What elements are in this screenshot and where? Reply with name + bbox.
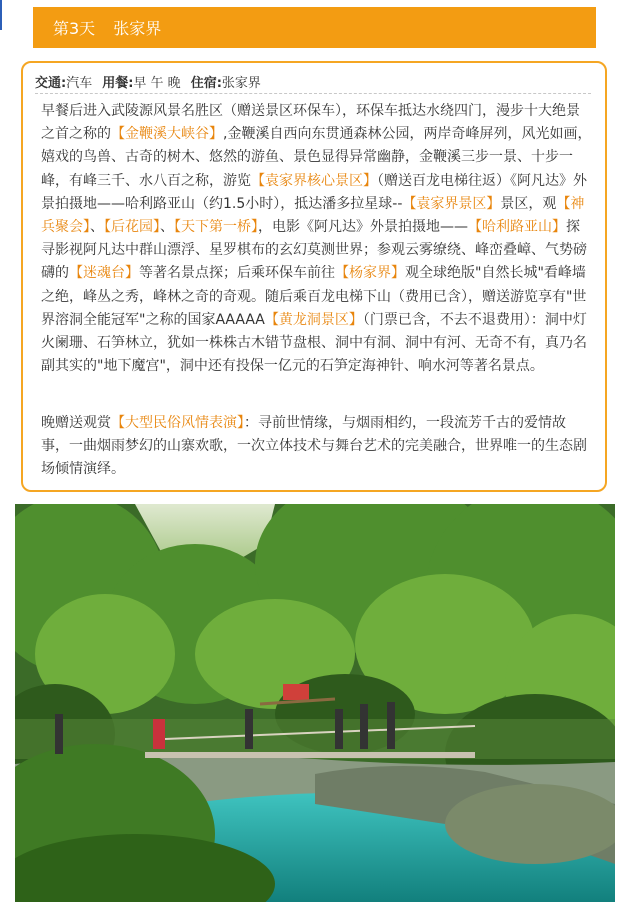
left-edge-stripe (0, 0, 2, 30)
description-text: 探寻影视阿凡达中群山漂浮、星罗棋布的玄幻莫测世界；参观云雾缭绕、峰峦叠嶂、气势磅礴的 (41, 219, 587, 282)
meals-label: 用餐: (102, 75, 134, 91)
day-description-paragraph (41, 100, 593, 378)
day-header (33, 7, 596, 48)
attraction-highlight: 【天下第一桥】 (174, 219, 258, 236)
attraction-highlight: 【袁家界核心景区】 (251, 172, 377, 189)
description-text: 观全球绝版"自然长城"看峰墙之绝，峰丛之秀，峰林之奇的奇观。随后乘百龙电梯下山（费用已含），赠送游览享有"世界溶洞全能冠军"之称的国家AAAAA (41, 265, 587, 328)
description-text: ，电影《阿凡达》外景拍摄地—— (258, 219, 468, 236)
day-destination: 张家界 (113, 19, 162, 38)
description-text: （赠送百龙电梯往返）《阿凡达》外景拍摄地——哈利路亚山（约1.5小时），抵达潘多拉星球-- (41, 172, 587, 212)
description-text: 景区，观 (500, 195, 557, 212)
description-text: 晚赠送观赏 (41, 415, 111, 431)
day-number: 第3天 (53, 19, 96, 38)
meals-value: 早 午 晚 (133, 75, 181, 91)
description-text: 、 (160, 219, 174, 236)
attraction-highlight: 【哈利路亚山】 (468, 219, 566, 236)
scenic-photo (15, 504, 615, 902)
attraction-highlight: 【黄龙洞景区】 (264, 311, 363, 328)
info-row (35, 69, 591, 94)
attraction-highlight: 【神兵聚会】 (41, 195, 585, 236)
attraction-highlight: 【金鞭溪大峡谷】 (111, 126, 223, 143)
description-text: ,金鞭溪自西向东贯通森林公园，两岸奇峰屏列，风光如画，嬉戏的鸟兽、古奇的树木、悠然的游鱼、景色显得异常幽静，金鞭溪三步一景、十步一峰，有峰三千、水八百之称，游览 (41, 126, 592, 189)
attraction-highlight: 【迷魂台】 (69, 265, 139, 282)
transport-label: 交通: (35, 75, 67, 91)
attraction-highlight: 【杨家界】 (335, 265, 405, 282)
description-text: 、 (90, 219, 104, 236)
itinerary-panel (21, 61, 607, 492)
lodging-label: 住宿: (190, 75, 222, 91)
description-text: （门票已含，不去不退费用）：洞中灯火阑珊、石笋林立，犹如一株株古木错节盘根、洞中有洞、洞中有河、无奇不有，真乃名副其实的"地下魔宫"，洞中还有投保一亿元的石笋定海神针、响水河等著名景点。 (41, 311, 587, 375)
description-text: 早餐后进入武陵源风景名胜区（赠送景区环保车），环保车抵达水绕四门，漫步十大绝景之首之称的 (41, 103, 580, 143)
lodging-value: 张家界 (221, 75, 261, 91)
attraction-highlight: 【袁家界景区】 (402, 195, 501, 212)
description-text: 等著名景点探；后乘环保车前往 (139, 265, 335, 282)
attraction-highlight: 【大型民俗风情表演】 (111, 415, 244, 431)
transport-value: 汽车 (66, 75, 93, 91)
description-text: ：寻前世情缘，与烟雨相约，一段流芳千古的爱情故事，一曲烟雨梦幻的山寨欢歌，一次立体技术与舞台艺术的完美融合，世界唯一的生态剧场倾情演绎。 (41, 415, 587, 478)
evening-show-paragraph (41, 412, 593, 482)
attraction-highlight: 【后花园】 (104, 219, 160, 236)
